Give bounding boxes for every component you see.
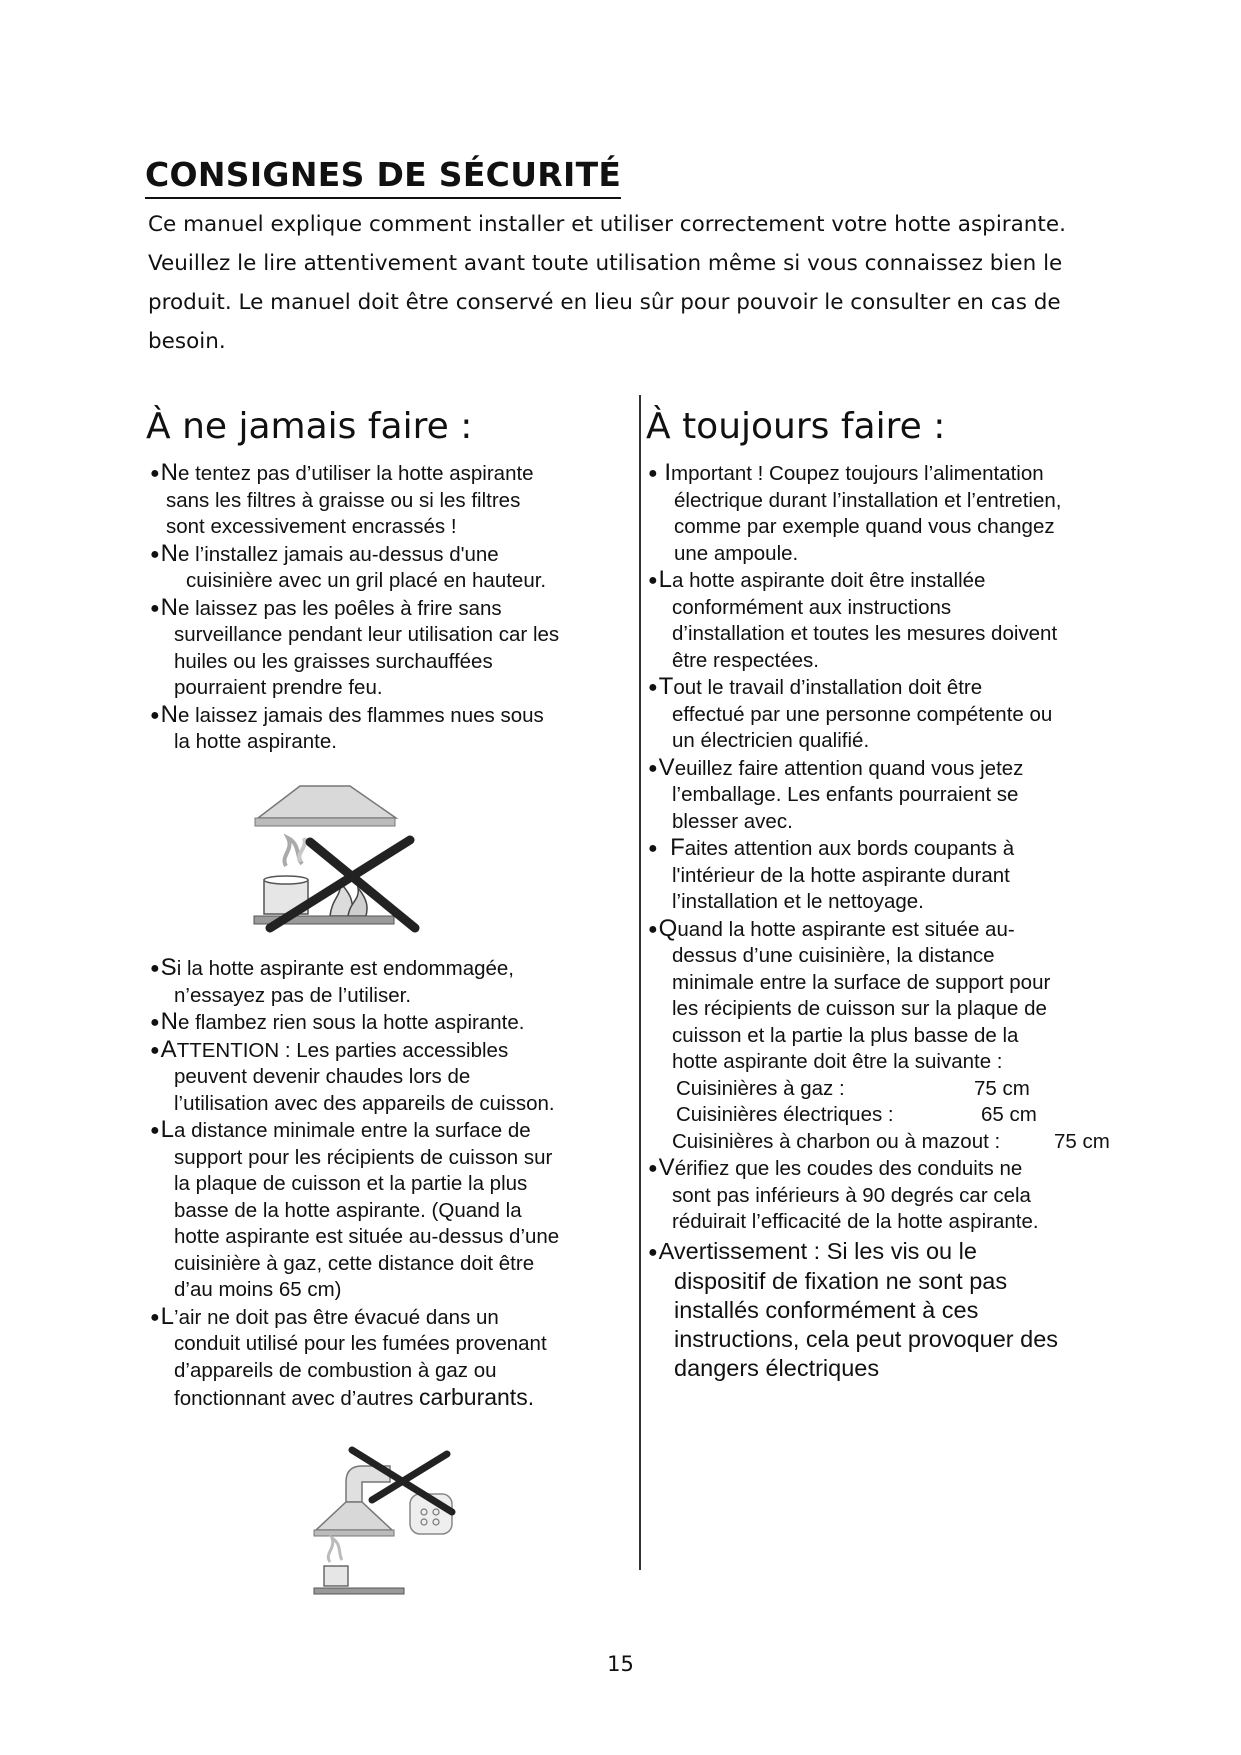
- list-item: ●Ne tentez pas d’utiliser la hotte aspirante sans les filtres à graisse ou si les filtres sont excessivement encrassés !: [150, 459, 534, 538]
- bullet: ●: [150, 599, 160, 617]
- list-item: ●Quand la hotte aspirante est située au- dessus d’une cuisinière, la distance minimale entre la surface de support pour les récipients de cuisson sur la plaque de cuisson et la partie la plus basse de la hotte aspirante doit être la suivante :: [648, 914, 1051, 1073]
- intro-paragraph: [148, 205, 1108, 361]
- warning-item: ●Avertissement : Si les vis ou le dispositif de fixation ne sont pas installés conformément à ces instructions, cela peut provoquer des dangers électriques: [648, 1237, 1059, 1381]
- bullet: ●: [648, 572, 658, 589]
- distance-row: Cuisinières à charbon ou à mazout : 75 cm: [672, 1129, 1110, 1153]
- list-item: ●Tout le travail d’installation doit être effectué par une personne compétente ou un électricien qualifié.: [648, 673, 1053, 752]
- distance-row: Cuisinières à gaz : 75 cm: [676, 1076, 1030, 1100]
- list-item: ●La hotte aspirante doit être installée conformément aux instructions d’installation et toutes les mesures doivent être respectées.: [648, 566, 1058, 672]
- list-item: ●La distance minimale entre la surface de support pour les récipients de cuisson sur la plaque de cuisson et la partie la plus basse de la hotte aspirante. (Quand la hotte aspirante est située au-dessus d’une cuisinière à gaz, cette distance doit être d’au moins 65 cm): [150, 1116, 560, 1301]
- hood-flame-forbidden-illustration: [250, 778, 430, 936]
- bullet: ●: [648, 679, 658, 696]
- list-item: ● Important ! Coupez toujours l’alimentation électrique durant l’installation et l’entretien, comme par exemple quand vous changez une ampoule.: [648, 459, 1062, 565]
- list-item: ●Ne l’installez jamais au-dessus d'une cuisinière avec un gril placé en hauteur.: [150, 539, 547, 592]
- intro-line: produit. Le manuel doit être conservé en lieu sûr pour pouvoir le consulter en cas de: [148, 290, 1061, 315]
- distance-table: [648, 1076, 1110, 1156]
- bullet: ●: [648, 1243, 658, 1261]
- bullet: ●: [648, 840, 658, 857]
- list-item: ●L’air ne doit pas être évacué dans un conduit utilisé pour les fumées provenant d’appareils de combustion à gaz ou fonctionnant avec d’autres carburants.: [150, 1302, 547, 1410]
- column-divider: [639, 395, 641, 1570]
- never-do-list-top: [150, 460, 559, 756]
- page-title: CONSIGNES DE SÉCURITÉ: [145, 155, 621, 199]
- bullet: ●: [150, 545, 160, 563]
- always-do-list: [648, 460, 1110, 1383]
- distance-row: Cuisinières électriques : 65 cm: [676, 1103, 1037, 1126]
- page-number: 15: [607, 1652, 634, 1676]
- intro-line: besoin.: [148, 329, 226, 354]
- list-item: ●Ne laissez pas les poêles à frire sans surveillance pendant leur utilisation car les huiles ou les graisses surchauffées pourraient prendre feu.: [150, 593, 560, 699]
- list-item: ●ATTENTION : Les parties accessibles peuvent devenir chaudes lors de l’utilisation avec des appareils de cuisson.: [150, 1035, 555, 1115]
- bullet: ●: [648, 1160, 658, 1177]
- bullet: ●: [150, 960, 160, 977]
- bullet: ●: [150, 1122, 160, 1139]
- bullet: ●: [150, 1308, 160, 1326]
- bullet: ●: [150, 1041, 160, 1059]
- bullet: ●: [648, 920, 658, 938]
- list-item: ●Ne flambez rien sous la hotte aspirante.: [150, 1008, 525, 1035]
- bullet: ●: [150, 1014, 160, 1031]
- list-item: ●Ne laissez jamais des flammes nues sous la hotte aspirante.: [150, 700, 544, 753]
- list-item: ● Faites attention aux bords coupants à l'intérieur de la hotte aspirante durant l’installation et le nettoyage.: [648, 834, 1015, 913]
- bullet: ●: [150, 465, 160, 482]
- bullet: ●: [648, 759, 658, 777]
- list-item: ●Veuillez faire attention quand vous jetez l’emballage. Les enfants pourraient se blesser avec.: [648, 753, 1024, 833]
- intro-line: Ce manuel explique comment installer et utiliser correctement votre hotte aspirante.: [148, 212, 1066, 237]
- always-do-heading: À toujours faire :: [646, 406, 946, 447]
- bullet: ●: [150, 706, 160, 724]
- intro-line: Veuillez le lire attentivement avant toute utilisation même si vous connaissez bien le: [148, 251, 1063, 276]
- list-item: ●Vérifiez que les coudes des conduits ne sont pas inférieurs à 90 degrés car cela réduirait l’efficacité de la hotte aspirante.: [648, 1154, 1039, 1233]
- never-do-heading: À ne jamais faire :: [146, 406, 473, 447]
- hood-exhaust-forbidden-illustration: [312, 1442, 472, 1602]
- list-item: ●Si la hotte aspirante est endommagée, n’essayez pas de l’utiliser.: [150, 954, 515, 1007]
- never-do-list-bottom: [150, 955, 559, 1413]
- bullet: ●: [648, 465, 658, 482]
